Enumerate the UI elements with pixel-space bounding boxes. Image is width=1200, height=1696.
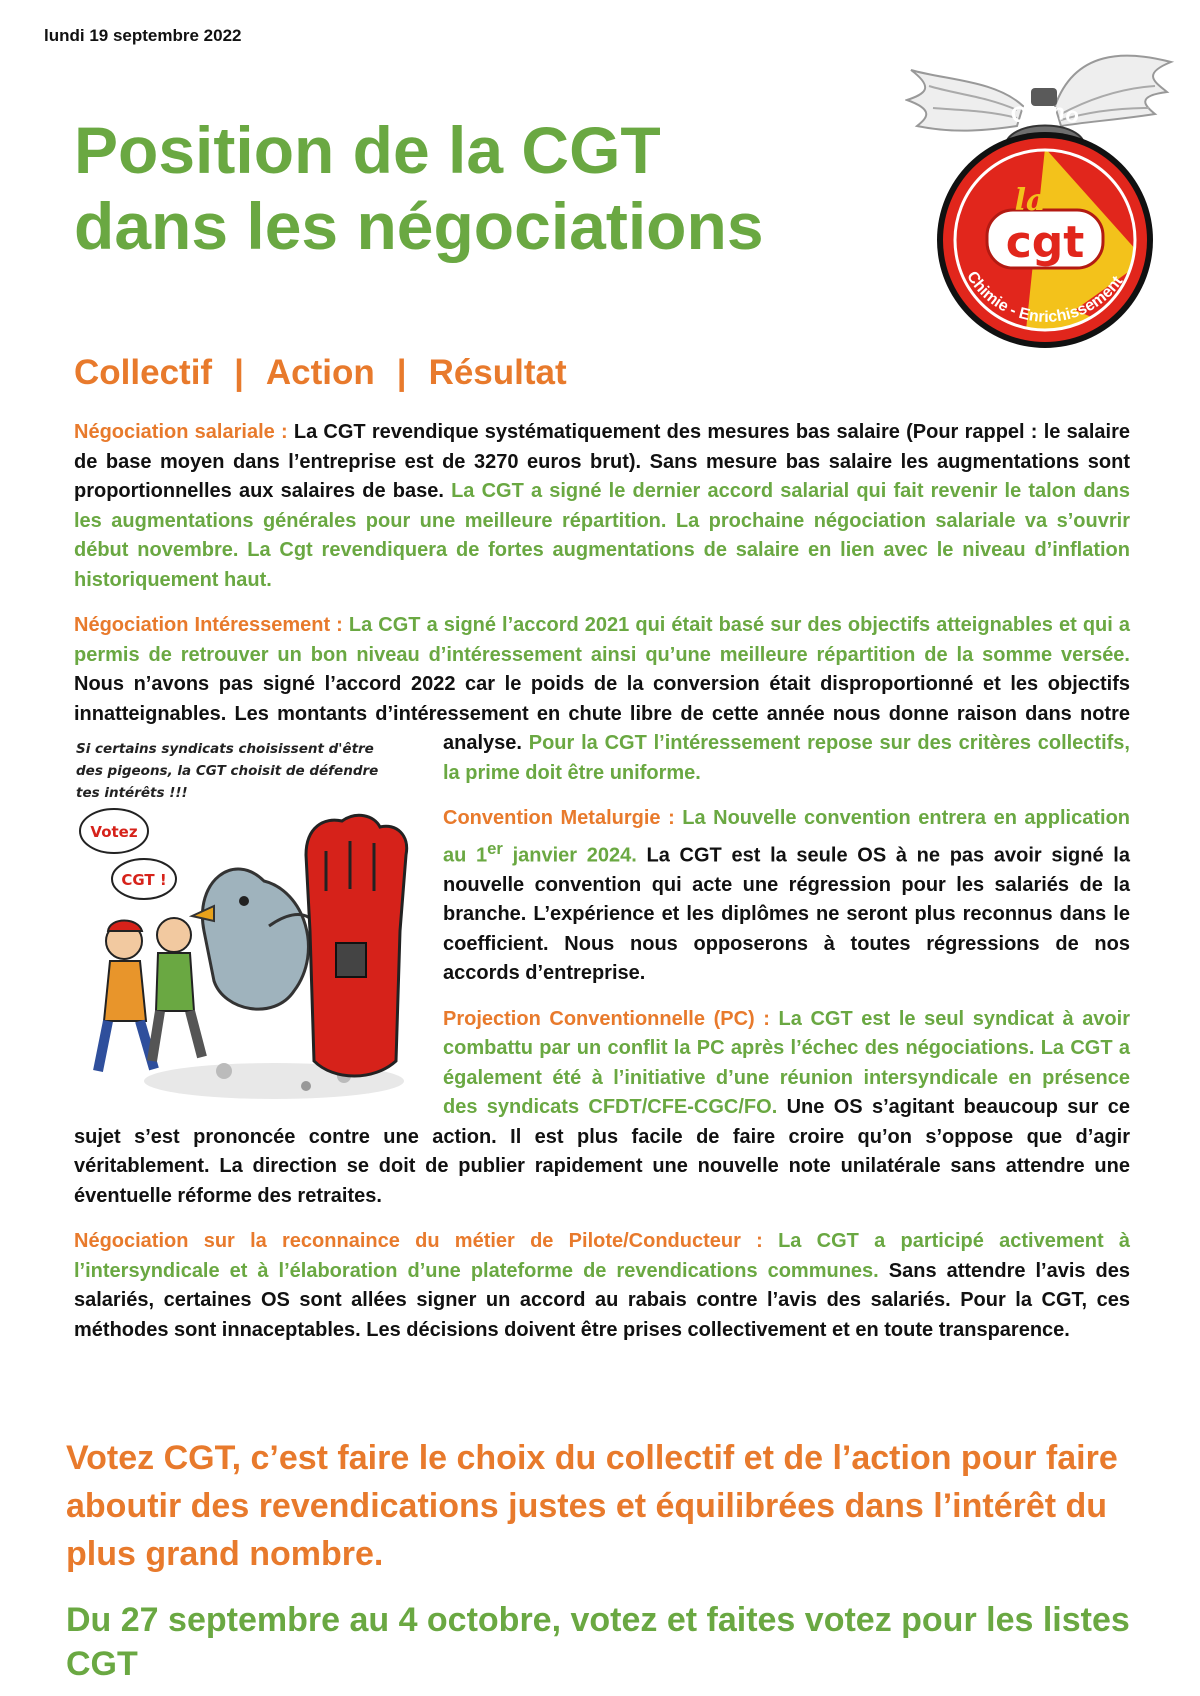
cartoon-caption: Si certains syndicats choisissent d'être des pigeons, la CGT choisit de défendre tes intérêts !!! [76, 741, 379, 801]
vote-dates: Du 27 septembre au 4 octobre, votez et faites votez pour les listes CGT [66, 1601, 1130, 1683]
page-title [74, 112, 764, 264]
logo-bottom-text: Chimie - Enrichissement [963, 268, 1127, 326]
tagline-separator: | [396, 353, 407, 392]
call-to-action: Votez CGT, c’est faire le choix du collectif et de l’action pour faire aboutir des revendications justes et équilibrées dans l’intérêt du plus grand nombre. [66, 1439, 1118, 1573]
document-date: lundi 19 septembre 2022 [44, 26, 242, 45]
left-wing-icon [907, 70, 1023, 131]
tagline-separator: | [234, 353, 244, 392]
cartoon-bubble-1: Votez [90, 823, 138, 841]
section-heading: Négociation Intéressement : [74, 614, 349, 636]
section-metallurgie: Convention Metalurgie : La Nouvelle convention entrera en application au 1er janvier 2024. La CGT est la seule OS à ne pas avoir signé la nouvelle convention qui acte une régression pour les salariés de la branche. L’expérience et les diplômes ne seront plus reconnus dans le coefficient. Nous nous opposerons à toutes régressions de nos accords d’entreprise. [443, 807, 1130, 985]
cartoon-illustration [74, 731, 419, 1107]
section-heading: Convention Metalurgie : [443, 807, 683, 829]
section-heading: Projection Conventionnelle (PC) : [443, 1007, 779, 1030]
cgt-orano-logo [905, 10, 1175, 370]
section-salariale: Négociation salariale : La CGT revendique systématiquement des mesures bas salaire (Pour rappel : le salaire de base moyen dans l’entreprise est de 3270 euros brut). Sans mesure bas salaire les augmentations sont proportionnelles aux salaires de base. La CGT a signé le dernier accord salarial qui fait revenir le talon dans les augmentations générales pour une meilleure répartition. La prochaine négociation salariale va s’ouvrir début novembre. La Cgt revendiquera de fortes augmentations de salaire en lien avec le niveau d’inflation historiquement haut. [74, 421, 1130, 591]
logo-la-text: la [1014, 183, 1046, 218]
section-pilote: Négociation sur la reconnaince du métier de Pilote/Conducteur : La CGT a participé activement à l’intersyndicale et à l’élaboration d’une plateforme de revendications communes. Sans attendre l’avis des salariés, certaines OS sont allées signer un accord au rabais contre l’avis des salariés. Pour la CGT, ces méthodes sont innaceptables. Les décisions doivent être prises collectivement et en toute transparence. [74, 1230, 1131, 1341]
tagline [74, 353, 567, 393]
cartoon-bubble-2: CGT ! [121, 871, 167, 889]
title-line-2: dans les négociations [74, 189, 764, 263]
document-body [74, 418, 1130, 1361]
section-projection: Projection Conventionnelle (PC) : La CGT est le seul syndicat à avoir combattu par un conflit la PC après l’échec des négociations. La CGT a également été à l’initiative d’une réunion intersyndicale en présence des syndicats CFDT/CFE-CGC/FO. Une OS s’agitant beaucoup sur ce sujet s’est prononcée contre une action. Il est plus facile de faire croire qu’on s’oppose que d’agir véritablement. La direction se doit de publier rapidement une nouvelle note unilatérale sans attendre une éventuelle réforme des retraites. [74, 1007, 1130, 1207]
logo-top-text: Orano [1007, 97, 1083, 129]
tagline-item-collectif: Collectif [74, 353, 213, 392]
tagline-item-action: Action [265, 353, 375, 392]
section-interessement: Négociation Intéressement : La CGT a signé l’accord 2021 qui était basé sur des objectifs atteignables et qui a permis de retrouver un bon niveau d’intéressement ainsi qu’une meilleure répartition de la somme versée. Nous n’avons pas signé l’accord 2022 car le poids de la conversion était disproportionné et les objectifs innatteignables. Les montants d’intéressement en chute libre de cette année nous donne raison dans notre analyse. Si certains syndicats choisissent d'être des pigeons, la CGT choisit de défendre tes intérêts !!! Votez CGT ! Pour la CGT l’intéressement repose sur des critères collectifs, la prime doit être uniforme. [74, 611, 1130, 788]
section-heading: Négociation sur la reconnaince du métier de Pilote/Conducteur : [74, 1230, 779, 1253]
title-line-1: Position de la CGT [74, 113, 661, 187]
section-heading: Négociation salariale : [74, 421, 294, 443]
logo-cgt-text: cgt [1005, 217, 1085, 268]
tagline-item-resultat: Résultat [428, 353, 567, 392]
